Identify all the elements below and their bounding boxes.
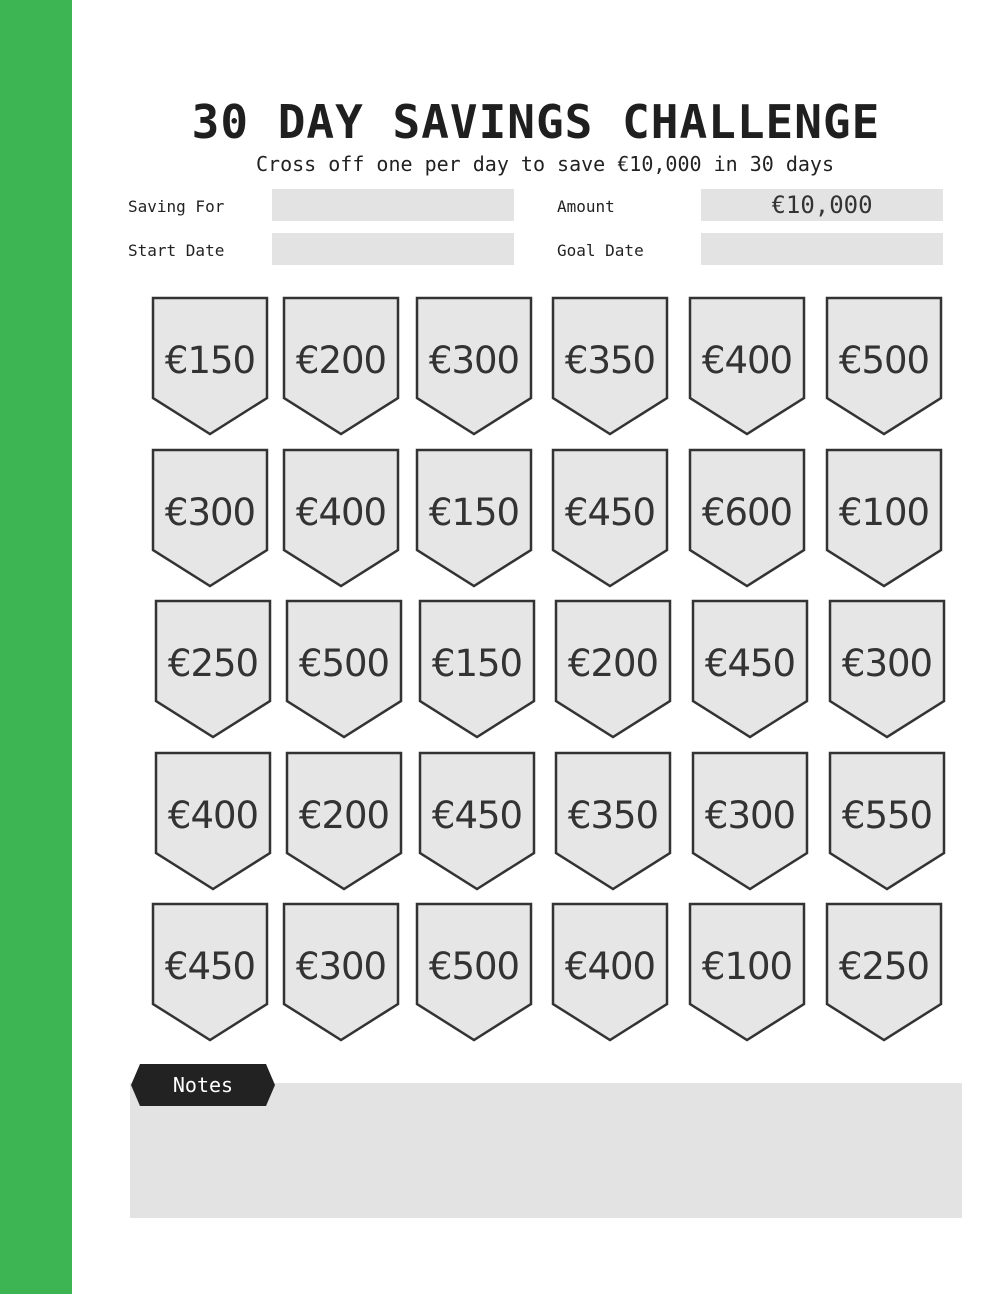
savings-badge[interactable] [691, 599, 809, 739]
savings-badge[interactable] [554, 751, 672, 891]
savings-badge[interactable] [825, 902, 943, 1042]
savings-badge[interactable] [415, 902, 533, 1042]
page-subtitle: Cross off one per day to save €10,000 in 30 days [256, 152, 834, 176]
badge-amount: €500 [838, 339, 930, 382]
badge-amount: €300 [428, 339, 520, 382]
badge-amount: €400 [701, 339, 793, 382]
savings-badge[interactable] [825, 448, 943, 588]
savings-badge[interactable] [691, 751, 809, 891]
start-date-label: Start Date [128, 241, 225, 260]
badge-amount: €300 [704, 794, 796, 837]
badge-amount: €400 [295, 491, 387, 534]
badge-amount: €450 [164, 945, 256, 988]
savings-badge[interactable] [151, 902, 269, 1042]
savings-badge[interactable] [551, 448, 669, 588]
badge-amount: €500 [298, 642, 390, 685]
start-date-field[interactable] [272, 233, 514, 265]
savings-badge[interactable] [285, 599, 403, 739]
savings-badge[interactable] [688, 448, 806, 588]
savings-badge[interactable] [282, 296, 400, 436]
savings-badge[interactable] [154, 751, 272, 891]
goal-date-label: Goal Date [557, 241, 644, 260]
savings-badge[interactable] [688, 296, 806, 436]
savings-badge[interactable] [151, 296, 269, 436]
savings-badge[interactable] [285, 751, 403, 891]
savings-badge[interactable] [418, 599, 536, 739]
badge-amount: €500 [428, 945, 520, 988]
amount-label: Amount [557, 197, 615, 216]
notes-label: Notes [172, 1073, 234, 1097]
badge-amount: €100 [701, 945, 793, 988]
savings-badge[interactable] [825, 296, 943, 436]
goal-date-field[interactable] [701, 233, 943, 265]
badge-amount: €450 [431, 794, 523, 837]
savings-badge[interactable] [415, 296, 533, 436]
savings-badge[interactable] [828, 599, 946, 739]
badge-amount: €400 [564, 945, 656, 988]
badge-amount: €200 [295, 339, 387, 382]
savings-badge[interactable] [551, 902, 669, 1042]
badge-amount: €300 [841, 642, 933, 685]
badge-amount: €300 [164, 491, 256, 534]
badge-amount: €150 [428, 491, 520, 534]
badge-amount: €250 [838, 945, 930, 988]
amount-field[interactable]: €10,000 [701, 189, 943, 221]
badge-amount: €100 [838, 491, 930, 534]
badge-amount: €450 [704, 642, 796, 685]
side-accent-bar [0, 0, 72, 1294]
savings-badge[interactable] [154, 599, 272, 739]
savings-badge[interactable] [828, 751, 946, 891]
badge-amount: €600 [701, 491, 793, 534]
notes-tag [130, 1063, 276, 1107]
savings-badge[interactable] [282, 902, 400, 1042]
savings-badge[interactable] [554, 599, 672, 739]
badge-amount: €450 [564, 491, 656, 534]
savings-badge[interactable] [151, 448, 269, 588]
savings-badge[interactable] [282, 448, 400, 588]
badge-amount: €150 [164, 339, 256, 382]
badge-amount: €350 [567, 794, 659, 837]
badge-amount: €300 [295, 945, 387, 988]
badge-amount: €350 [564, 339, 656, 382]
badge-amount: €250 [167, 642, 259, 685]
badge-amount: €400 [167, 794, 259, 837]
badge-amount: €150 [431, 642, 523, 685]
savings-badge[interactable] [415, 448, 533, 588]
savings-badge[interactable] [418, 751, 536, 891]
badge-amount: €550 [841, 794, 933, 837]
savings-badge[interactable] [551, 296, 669, 436]
badge-amount: €200 [298, 794, 390, 837]
saving-for-label: Saving For [128, 197, 225, 216]
badge-amount: €200 [567, 642, 659, 685]
page-title: 30 DAY SAVINGS CHALLENGE [191, 95, 881, 149]
saving-for-field[interactable] [272, 189, 514, 221]
savings-badge[interactable] [688, 902, 806, 1042]
